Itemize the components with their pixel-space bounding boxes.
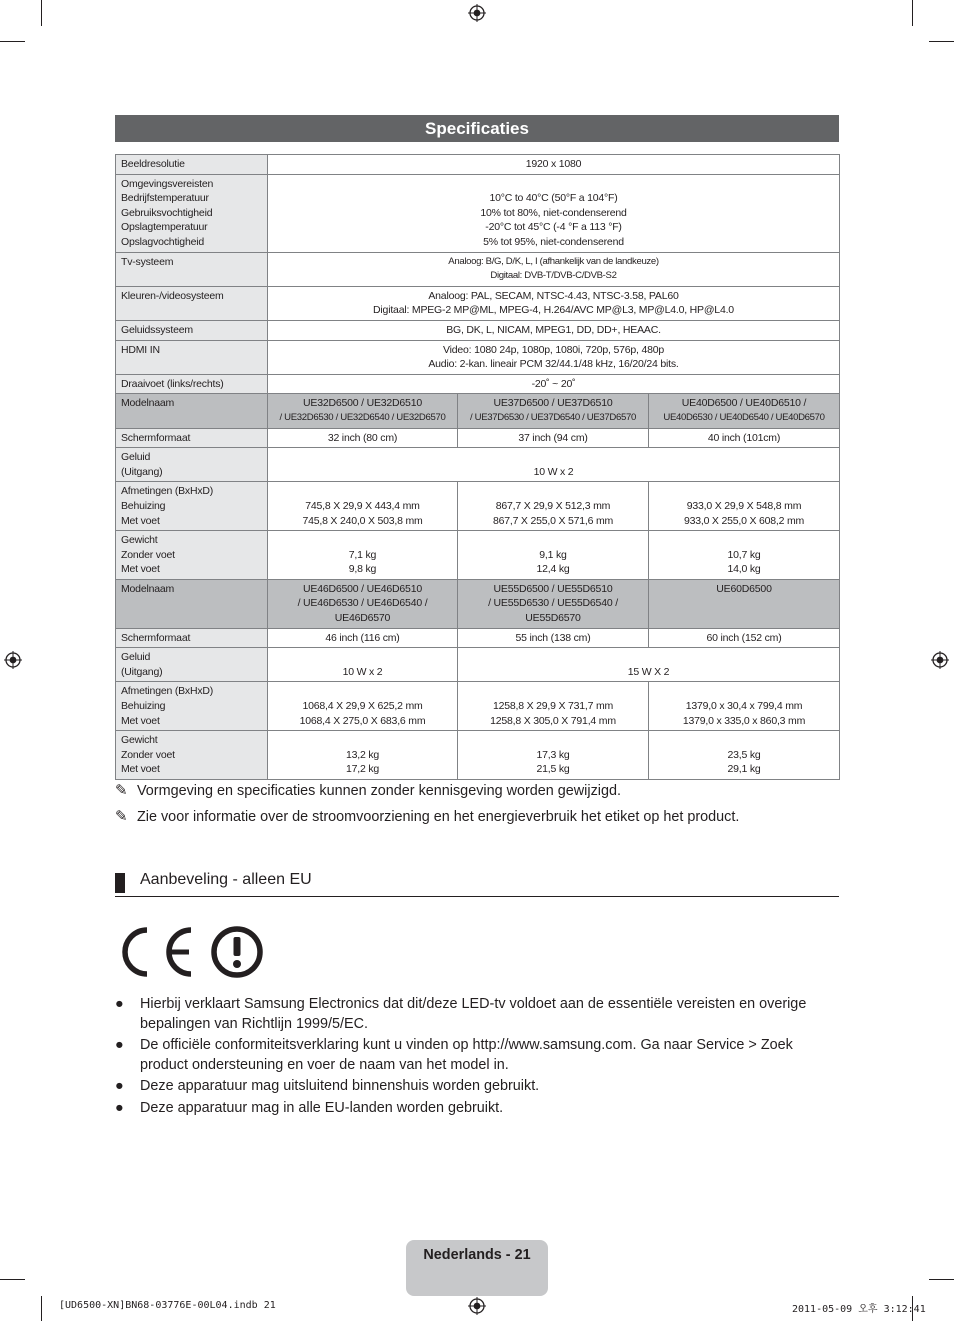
model-cell: UE46D6500 / UE46D6510 / UE46D6530 / UE46D6540 / UE46D6570 bbox=[268, 579, 458, 628]
table-cell: 23,5 kg 29,1 kg bbox=[649, 731, 840, 780]
date-meta: 2011-05-09 오후 3:12:41 bbox=[792, 1304, 926, 1315]
ce-mark-icon bbox=[125, 930, 191, 974]
note-item bbox=[115, 807, 855, 833]
row-value: 10°C to 40°C (50°F a 104°F) 10% tot 80%, niet-condenserend -20°C tot 45°C (-4 °F a 113 °F) 5% tot 95%, niet-condenserend bbox=[268, 174, 840, 252]
registration-mark-icon bbox=[468, 1297, 486, 1315]
note-item bbox=[115, 781, 855, 807]
ce-alert-logo bbox=[118, 922, 268, 982]
model-row bbox=[116, 579, 840, 628]
crop-mark bbox=[0, 41, 25, 42]
row-label: Beeldresolutie bbox=[116, 155, 268, 175]
table-row bbox=[116, 628, 840, 648]
table-row bbox=[116, 682, 840, 731]
row-label: Gewicht Zonder voet Met voet bbox=[116, 531, 268, 580]
list-item: ● Deze apparatuur mag in alle EU-landen worden gebruikt. bbox=[115, 1099, 815, 1119]
table-cell: 1068,4 X 29,9 X 625,2 mm 1068,4 X 275,0 X 683,6 mm bbox=[268, 682, 458, 731]
row-label: Schermformaat bbox=[116, 428, 268, 448]
table-cell: 32 inch (80 cm) bbox=[268, 428, 458, 448]
row-label: Geluid (Uitgang) bbox=[116, 648, 268, 682]
table-cell: 10 W x 2 bbox=[268, 648, 458, 682]
table-cell: 1379,0 x 30,4 x 799,4 mm 1379,0 x 335,0 x 860,3 mm bbox=[649, 682, 840, 731]
row-label: Gewicht Zonder voet Met voet bbox=[116, 731, 268, 780]
list-item: ● De officiële conformiteitsverklaring kunt u vinden op http://www.samsung.com. Ga naar Service > Zoek product ondersteuning en voer de naam van het model in. bbox=[115, 1037, 793, 1073]
crop-mark bbox=[929, 1279, 954, 1280]
bullet-list bbox=[115, 995, 815, 1120]
model-cell: UE40D6500 / UE40D6510 / UE40D6530 / UE40D6540 / UE40D6570 bbox=[649, 394, 840, 428]
notes bbox=[115, 781, 855, 833]
alert-mark-icon bbox=[214, 929, 260, 975]
row-label: Afmetingen (BxHxD) Behuizing Met voet bbox=[116, 482, 268, 531]
pencil-note-icon: ✎ bbox=[115, 808, 128, 825]
page-number: Nederlands - 21 bbox=[423, 1247, 531, 1263]
row-label: Geluid (Uitgang) bbox=[116, 448, 268, 482]
table-cell: 1258,8 X 29,9 X 731,7 mm 1258,8 X 305,0 X 791,4 mm bbox=[458, 682, 649, 731]
row-label: Schermformaat bbox=[116, 628, 268, 648]
list-item: ● Hierbij verklaart Samsung Electronics dat dit/deze LED-tv voldoet aan de essentiële vereisten en overige bepalingen van Richtlijn 1999/5/EC. bbox=[115, 996, 807, 1032]
table-cell: 10 W x 2 bbox=[268, 448, 840, 482]
table-cell: 17,3 kg 21,5 kg bbox=[458, 731, 649, 780]
crop-mark bbox=[912, 0, 913, 26]
row-label: Kleuren-/videosysteem bbox=[116, 286, 268, 320]
table-row bbox=[116, 428, 840, 448]
row-value: Analoog: B/G, D/K, L, I (afhankelijk van de landkeuze) Digitaal: DVB-T/DVB-C/DVB-S2 bbox=[268, 252, 840, 286]
bullet-icon: ● bbox=[115, 996, 124, 1012]
bullet-icon: ● bbox=[115, 1037, 124, 1053]
registration-mark-icon bbox=[931, 651, 949, 669]
crop-mark bbox=[41, 1296, 42, 1321]
pencil-note-icon: ✎ bbox=[115, 782, 128, 799]
registration-mark-icon bbox=[468, 4, 486, 22]
registration-mark-icon bbox=[4, 651, 22, 669]
row-label: Omgevingsvereisten Bedrijfstemperatuur Gebruiksvochtigheid Opslagtemperatuur Opslagvochtigheid bbox=[116, 174, 268, 252]
note-text: Zie voor informatie over de stroomvoorziening en het energieverbruik het etiket op het product. bbox=[137, 809, 740, 825]
table-cell: 7,1 kg 9,8 kg bbox=[268, 531, 458, 580]
row-value: Analoog: PAL, SECAM, NTSC-4.43, NTSC-3.58, PAL60 Digitaal: MPEG-2 MP@ML, MPEG-4, H.264/AVC MP@L3, MP@L4.0, HP@L4.0 bbox=[268, 286, 840, 320]
bullet-icon: ● bbox=[115, 1099, 124, 1116]
table-row bbox=[116, 252, 840, 286]
crop-mark bbox=[41, 0, 42, 26]
row-label: Modelnaam bbox=[116, 579, 268, 628]
crop-mark bbox=[0, 1279, 25, 1280]
model-cell: UE37D6500 / UE37D6510 / UE37D6530 / UE37D6540 / UE37D6570 bbox=[458, 394, 649, 428]
table-row bbox=[116, 648, 840, 682]
model-row bbox=[116, 394, 840, 428]
row-label: Modelnaam bbox=[116, 394, 268, 428]
table-cell: 10,7 kg 14,0 kg bbox=[649, 531, 840, 580]
table-row bbox=[116, 174, 840, 252]
page-title: Specificaties bbox=[115, 115, 839, 142]
table-row bbox=[116, 448, 840, 482]
table-cell: 40 inch (101cm) bbox=[649, 428, 840, 448]
model-cell: UE55D6500 / UE55D6510 / UE55D6530 / UE55D6540 / UE55D6570 bbox=[458, 579, 649, 628]
section-heading bbox=[115, 870, 839, 897]
file-meta: [UD6500-XN]BN68-03776E-00L04.indb 21 bbox=[59, 1300, 276, 1311]
model-cell: UE32D6500 / UE32D6510 / UE32D6530 / UE32D6540 / UE32D6570 bbox=[268, 394, 458, 428]
heading-marker bbox=[115, 873, 125, 893]
row-label: Tv-systeem bbox=[116, 252, 268, 286]
row-value: -20˚ ~ 20˚ bbox=[268, 374, 840, 394]
bullet-icon: ● bbox=[115, 1078, 124, 1094]
table-row bbox=[116, 531, 840, 580]
table-cell: 745,8 X 29,9 X 443,4 mm 745,8 X 240,0 X 503,8 mm bbox=[268, 482, 458, 531]
row-value: 1920 x 1080 bbox=[268, 155, 840, 175]
table-cell: 55 inch (138 cm) bbox=[458, 628, 649, 648]
table-row bbox=[116, 340, 840, 374]
table-row bbox=[116, 482, 840, 531]
model-cell: UE60D6500 bbox=[649, 579, 840, 628]
table-cell: 37 inch (94 cm) bbox=[458, 428, 649, 448]
note-text: Vormgeving en specificaties kunnen zonder kennisgeving worden gewijzigd. bbox=[137, 783, 621, 799]
table-row bbox=[116, 320, 840, 340]
page-number-tab bbox=[406, 1240, 548, 1296]
table-cell: 867,7 X 29,9 X 512,3 mm 867,7 X 255,0 X 571,6 mm bbox=[458, 482, 649, 531]
crop-mark bbox=[929, 41, 954, 42]
row-label: Afmetingen (BxHxD) Behuizing Met voet bbox=[116, 682, 268, 731]
table-cell: 15 W X 2 bbox=[458, 648, 840, 682]
table-cell: 933,0 X 29,9 X 548,8 mm 933,0 X 255,0 X 608,2 mm bbox=[649, 482, 840, 531]
list-item: ● Deze apparatuur mag uitsluitend binnenshuis worden gebruikt. bbox=[115, 1077, 815, 1097]
table-row bbox=[116, 286, 840, 320]
table-cell: 9,1 kg 12,4 kg bbox=[458, 531, 649, 580]
row-label: Geluidssysteem bbox=[116, 320, 268, 340]
row-label: HDMI IN bbox=[116, 340, 268, 374]
table-cell: 13,2 kg 17,2 kg bbox=[268, 731, 458, 780]
table-row bbox=[116, 155, 840, 175]
spec-table bbox=[115, 154, 840, 780]
table-row bbox=[116, 374, 840, 394]
row-label: Draaivoet (links/rechts) bbox=[116, 374, 268, 394]
ce-marks bbox=[118, 922, 268, 987]
table-row bbox=[116, 731, 840, 780]
table-cell: 46 inch (116 cm) bbox=[268, 628, 458, 648]
row-value: BG, DK, L, NICAM, MPEG1, DD, DD+, HEAAC. bbox=[268, 320, 840, 340]
section-heading-text: Aanbeveling - alleen EU bbox=[140, 871, 312, 888]
row-value: Video: 1080 24p, 1080p, 1080i, 720p, 576p, 480p Audio: 2-kan. lineair PCM 32/44.1/48 kHz, 16/20/24 bits. bbox=[268, 340, 840, 374]
table-cell: 60 inch (152 cm) bbox=[649, 628, 840, 648]
